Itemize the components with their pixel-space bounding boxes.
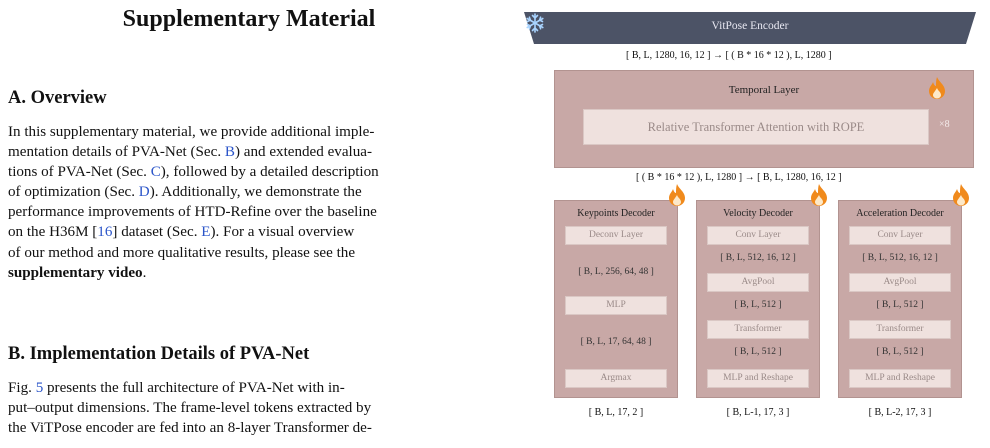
flame-icon: [808, 183, 830, 207]
mlp-reshape-box: MLP and Reshape: [707, 369, 809, 388]
text-run: ), followed by a detailed description: [160, 164, 379, 181]
avgpool-box: AvgPool: [707, 273, 809, 292]
text-line: [8, 182, 490, 202]
acceleration-decoder-block: [838, 200, 962, 398]
text-line: [8, 222, 490, 242]
text-run: ). Additionally, we demonstrate the: [149, 184, 362, 201]
text-run: put–output dimensions. The frame-level tokens extracted by: [8, 400, 372, 417]
text-run: the ViTPose encoder are fed into an 8-layer Transformer de-: [8, 420, 372, 437]
reference-link[interactable]: 5: [35, 380, 44, 396]
temporal-layer-title: Temporal Layer: [728, 84, 800, 96]
mlp-box: MLP: [565, 296, 667, 315]
conv-layer-box: Conv Layer: [849, 226, 951, 245]
dimension-label: [ B, L, 512 ]: [734, 347, 782, 357]
dimension-label: [ B, L, 512, 16, 12 ]: [862, 253, 938, 263]
text-run: of our method and more qualitative results, please see the: [8, 244, 356, 261]
section-a-heading: A. Overview: [8, 88, 107, 108]
reference-link[interactable]: D: [138, 184, 150, 201]
reference-link[interactable]: 16: [97, 224, 113, 241]
section-a-paragraph: [8, 122, 490, 283]
reshape-dimension-2: [ ( B * 16 * 12 ), L, 1280 ] → [ B, L, 1280, 16, 12 ]: [636, 172, 842, 183]
deconv-layer-box: Deconv Layer: [565, 226, 667, 245]
encoder-label: VitPose Encoder: [711, 20, 789, 32]
transformer-box: Transformer: [707, 320, 809, 339]
text-line: [8, 202, 490, 222]
text-run: on the H36M [: [8, 224, 98, 241]
text-line: [8, 398, 490, 418]
dimension-label: [ B, L, 512, 16, 12 ]: [720, 253, 796, 263]
velocity-decoder-block: [696, 200, 820, 398]
flame-icon: [926, 76, 948, 100]
flame-icon: [950, 183, 972, 207]
reference-link[interactable]: B: [224, 144, 235, 161]
reshape-dimension-1: [ B, L, 1280, 16, 12 ] → [ ( B * 16 * 12 ), L, 1280 ]: [626, 50, 832, 61]
text-run: In this supplementary material, we provide additional imple-: [8, 124, 375, 140]
dimension-label: [ B, L, 512 ]: [876, 347, 924, 357]
velocity-output-dimension: [ B, L-1, 17, 3 ]: [726, 407, 790, 418]
flame-icon: [666, 183, 688, 207]
text-run: tions of PVA-Net (Sec.: [8, 164, 151, 181]
dimension-label: [ B, L, 256, 64, 48 ]: [578, 267, 654, 277]
section-b-heading: B. Implementation Details of PVA-Net: [8, 344, 310, 364]
repeat-count-label: ×8: [939, 119, 950, 130]
architecture-figure: [520, 0, 990, 448]
relative-attention-block: Relative Transformer Attention with ROPE: [583, 109, 929, 145]
text-run: of optimization (Sec.: [8, 184, 139, 201]
text-run: presents the full architecture of PVA-Net with in-: [43, 380, 345, 396]
avgpool-box: AvgPool: [849, 273, 951, 292]
velocity-decoder-title: Velocity Decoder: [723, 208, 793, 219]
text-line: [8, 418, 490, 438]
snowflake-icon: [524, 12, 546, 34]
conv-layer-box: Conv Layer: [707, 226, 809, 245]
text-run: ] dataset (Sec.: [112, 224, 202, 241]
reference-link[interactable]: E: [201, 224, 211, 241]
text-line: [8, 243, 490, 263]
emphasis-text: supplementary video: [8, 264, 143, 281]
text-run: .: [142, 264, 147, 281]
text-line: [8, 263, 490, 283]
keypoints-decoder-block: [554, 200, 678, 398]
section-b-paragraph: [8, 378, 490, 438]
text-line: [8, 378, 490, 398]
mlp-reshape-box: MLP and Reshape: [849, 369, 951, 388]
dimension-label: [ B, L, 17, 64, 48 ]: [580, 337, 652, 347]
acceleration-output-dimension: [ B, L-2, 17, 3 ]: [868, 407, 932, 418]
text-run: Fig.: [8, 380, 36, 396]
text-line: [8, 122, 490, 142]
text-run: mentation details of PVA-Net (Sec.: [8, 144, 225, 161]
dimension-label: [ B, L, 512 ]: [876, 300, 924, 310]
temporal-layer-block: [554, 70, 974, 168]
text-run: performance improvements of HTD-Refine over the baseline: [8, 204, 377, 221]
acceleration-decoder-title: Acceleration Decoder: [856, 208, 944, 219]
keypoints-output-dimension: [ B, L, 17, 2 ]: [588, 407, 644, 418]
transformer-box: Transformer: [849, 320, 951, 339]
dimension-label: [ B, L, 512 ]: [734, 300, 782, 310]
text-line: [8, 162, 490, 182]
vitpose-encoder-block: [524, 12, 976, 44]
text-run: ) and extended evalua-: [234, 144, 372, 161]
reference-link[interactable]: C: [150, 164, 161, 181]
keypoints-decoder-title: Keypoints Decoder: [577, 208, 655, 219]
page-title: Supplementary Material: [122, 6, 376, 32]
argmax-box: Argmax: [565, 369, 667, 388]
text-line: [8, 142, 490, 162]
text-run: ). For a visual overview: [210, 224, 355, 241]
